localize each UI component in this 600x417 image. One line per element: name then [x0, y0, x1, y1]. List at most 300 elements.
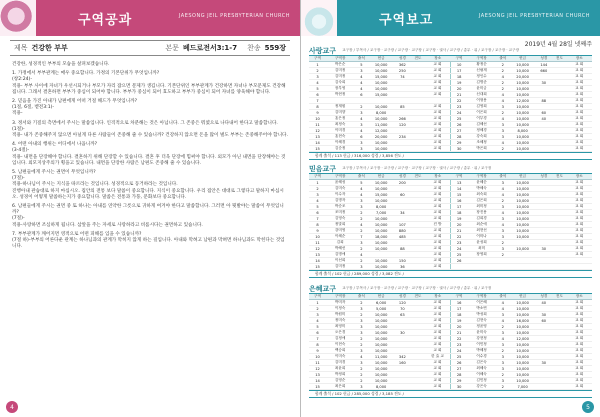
column-header: 전도: [411, 56, 425, 62]
column-header: 구역: [450, 294, 467, 300]
table-cell: [496, 264, 510, 270]
table-cell: 200: [394, 180, 411, 186]
table-cell: 2: [354, 228, 368, 234]
table-cell: 교 회: [425, 128, 450, 134]
table-cell: 40: [535, 116, 552, 122]
table-cell: 최미: [467, 246, 495, 252]
table-cell: 29: [450, 378, 467, 384]
table-cell: 14: [450, 186, 467, 192]
table-cell: 3: [354, 348, 368, 354]
column-header: 구역장: [467, 56, 495, 62]
table-cell: 250: [394, 68, 411, 74]
table-cell: 장부영: [326, 86, 354, 92]
lesson-paragraph: (1절)-: [12, 126, 25, 132]
column-header: 헌금: [510, 294, 535, 300]
table-cell: 교 회: [566, 116, 592, 122]
table-cell: 3: [354, 318, 368, 324]
table-cell: 7,000: [368, 210, 393, 216]
column-header: 헌금: [368, 174, 393, 180]
table-cell: 교 회: [425, 68, 450, 74]
column-header: 출석: [496, 294, 510, 300]
column-header: 구역장: [326, 56, 354, 62]
left-banner: [0, 0, 300, 36]
table-cell: 김은숙: [467, 360, 495, 366]
table-cell: 김순정: [326, 146, 354, 152]
lesson-text-label: 본문: [165, 44, 179, 52]
table-cell: 10,000: [510, 330, 535, 336]
table-cell: 김미경: [326, 360, 354, 366]
table-cell: 10,000: [510, 204, 535, 210]
table-cell: 60: [394, 192, 411, 198]
table-cell: 27: [450, 128, 467, 134]
table-cell: 24: [450, 110, 467, 116]
column-header: 장소: [425, 174, 450, 180]
table-cell: 윤미숙: [467, 330, 495, 336]
table-cell: 2: [354, 210, 368, 216]
table-cell: 4: [496, 140, 510, 146]
table-cell: 교 회: [425, 366, 450, 372]
table-cell: 교 회: [425, 110, 450, 116]
table-cell: 4: [496, 192, 510, 198]
table-cell: 10,000: [368, 186, 393, 192]
table-cell: 88: [394, 246, 411, 252]
table-cell: 3: [496, 228, 510, 234]
table-cell: 4: [496, 116, 510, 122]
table-cell: 2: [354, 216, 368, 222]
table-cell: 2: [496, 110, 510, 116]
table-cell: 10,000: [368, 378, 393, 384]
table-cell: 교 회: [566, 384, 592, 390]
table-cell: 13: [309, 252, 326, 258]
column-header: 출석: [496, 56, 510, 62]
table-cell: 10,000: [510, 324, 535, 330]
table-cell: 10,000: [510, 210, 535, 216]
table-cell: 교 회: [425, 306, 450, 312]
table-cell: 3: [496, 330, 510, 336]
table-cell: 3: [354, 146, 368, 152]
column-header: 성경: [535, 294, 552, 300]
table-cell: 김숙희: [326, 80, 354, 86]
table-cell: 강숙희: [467, 134, 495, 140]
table-cell: 교 회: [566, 222, 592, 228]
column-header: 헌금: [368, 56, 393, 62]
table-cell: 11: [309, 240, 326, 246]
table-cell: 23: [450, 104, 467, 110]
table-cell: 박순조: [326, 204, 354, 210]
table-cell: 윤미금: [467, 86, 495, 92]
table-cell: 5: [309, 324, 326, 330]
table-cell: 19: [450, 216, 467, 222]
table-cell: 30: [535, 80, 552, 86]
table-cell: 4: [496, 306, 510, 312]
column-header: 성경: [535, 56, 552, 62]
table-cell: 교 회: [566, 300, 592, 306]
table-cell: 신필재: [467, 68, 495, 74]
table-cell: 조혜정: [467, 140, 495, 146]
table-cell: 3: [496, 366, 510, 372]
table-cell: 26: [450, 258, 467, 264]
table-cell: 교 회: [425, 336, 450, 342]
table-cell: 8,000: [368, 204, 393, 210]
table-cell: 5,000: [368, 306, 393, 312]
column-header: 장소: [566, 174, 592, 180]
column-header: 장소: [425, 56, 450, 62]
table-cell: 10,000: [510, 86, 535, 92]
table-cell: 이수자: [326, 192, 354, 198]
table-cell: 19: [450, 318, 467, 324]
table-cell: 교 회: [425, 348, 450, 354]
table-cell: 3: [309, 192, 326, 198]
table-cell: 교 회: [566, 204, 592, 210]
table-cell: 15,000: [368, 192, 393, 198]
table-cell: 2: [496, 86, 510, 92]
table-cell: 오은경: [326, 330, 354, 336]
table-cell: 4: [496, 336, 510, 342]
table-cell: 12: [309, 246, 326, 252]
table-cell: 3: [496, 234, 510, 240]
column-header: 출석: [354, 174, 368, 180]
table-cell: 36: [394, 264, 411, 270]
table-cell: 2: [354, 366, 368, 372]
table-cell: 120: [394, 300, 411, 306]
lesson-paragraph: 2. 믿음을 가진 아내가 남편에게 어떠 거절 해드가 무엇입니까?: [12, 99, 138, 105]
table-cell: 4: [354, 116, 368, 122]
table-cell: 3: [496, 216, 510, 222]
table-cell: 10,000: [510, 216, 535, 222]
lesson-paragraph: 적용- 부부 사이에 자녀가 우선시되거나 부모가 자리 잡으면 문제가 생깁니다. 기본단위인 부부관계가 건강하면 자녀나 부모문제도 건강해집니다. 그래서 결혼하면 부부가 중심이 되어야 합니다. 부부가 중심이 되어 효도하고 부부가 중심이 되어 자녀를 양육해야 합니다.: [12, 83, 286, 95]
table-cell: 이은혜: [467, 300, 495, 306]
table-cell: 10,000: [368, 258, 393, 264]
table-cell: 3: [354, 204, 368, 210]
table-cell: 교 회: [425, 312, 450, 318]
table-cell: 10,000: [510, 360, 535, 366]
table-cell: 2: [354, 246, 368, 252]
table-cell: 김혜선: [467, 122, 495, 128]
table-cell: 28: [450, 134, 467, 140]
table-cell: 30: [394, 330, 411, 336]
table-cell: 교 회: [566, 122, 592, 128]
table-cell: 3: [496, 354, 510, 360]
table-cell: 10,000: [510, 104, 535, 110]
table-cell: 362: [394, 62, 411, 68]
table-cell: 13: [309, 372, 326, 378]
table-cell: 20: [450, 324, 467, 330]
table-cell: 10: [309, 234, 326, 240]
table-cell: 10,000: [510, 140, 535, 146]
table-cell: 234: [394, 134, 411, 140]
table-cell: 이미숙: [326, 354, 354, 360]
column-header: 출석: [354, 294, 368, 300]
table-cell: 백승희: [326, 348, 354, 354]
table-cell: [552, 264, 566, 270]
column-header: 구역: [450, 56, 467, 62]
lesson-paragraph: 적용- 내가 존중해주지 않으면 아닐게 다른 사람들이 존중해 줄 수 있습니까? 건강하지 않으면 돈을 많이 벌도 부부는 존중해주어야 합니다.: [12, 133, 288, 139]
table-cell: 30: [535, 360, 552, 366]
table-cell: 20: [450, 222, 467, 228]
table-cell: 10,000: [510, 180, 535, 186]
table-cell: 60: [535, 110, 552, 116]
table-cell: 15: [309, 146, 326, 152]
lesson-hymn-label: 찬송: [247, 44, 261, 52]
table-cell: 이수경: [467, 354, 495, 360]
table-cell: 김영순: [326, 378, 354, 384]
district-staff: 교구장 / 부목사 / 교구장 · 교구장 / 교구장 · 교구장 / 교구장 · 권사 / 교구장 / 총무 · 위 / 교구장: [342, 286, 492, 290]
lesson-infobar: [10, 40, 290, 56]
table-cell: 이현숙: [326, 342, 354, 348]
table-cell: 10,000: [368, 372, 393, 378]
table-cell: 25: [450, 354, 467, 360]
table-cell: 3: [354, 306, 368, 312]
table-cell: 김희: [326, 240, 354, 246]
table-cell: 3: [496, 360, 510, 366]
table-cell: 교 회: [566, 216, 592, 222]
table-cell: 7: [309, 98, 326, 104]
table-cell: 10,000: [368, 336, 393, 342]
table-cell: 정인수: [467, 74, 495, 80]
table-cell: 8: [309, 342, 326, 348]
table-cell: 14: [309, 378, 326, 384]
district-table: [309, 294, 592, 390]
table-cell: 10,000: [368, 264, 393, 270]
table-cell: [411, 384, 425, 390]
table-cell: 강은숙: [467, 384, 495, 390]
column-header: 구역: [450, 174, 467, 180]
table-cell: [394, 146, 411, 152]
table-cell: 21: [450, 228, 467, 234]
table-cell: 6: [309, 92, 326, 98]
column-header: 장소: [425, 294, 450, 300]
district-table: [309, 56, 592, 152]
table-cell: 15: [309, 384, 326, 390]
table-cell: 88: [535, 98, 552, 104]
table-cell: 10,000: [510, 234, 535, 240]
table-cell: 16: [450, 198, 467, 204]
table-cell: 교 회: [425, 318, 450, 324]
table-cell: 10,000: [368, 318, 393, 324]
table-cell: 22: [450, 234, 467, 240]
table-cell: 교 회: [425, 104, 450, 110]
table-cell: 3: [354, 384, 368, 390]
right-page: [300, 0, 600, 417]
table-cell: 18: [450, 74, 467, 80]
table-cell: 2: [354, 300, 368, 306]
table-cell: 12,000: [510, 336, 535, 342]
table-cell: 김영숙: [326, 216, 354, 222]
table-cell: 교 회: [566, 234, 592, 240]
table-cell: 150: [394, 258, 411, 264]
table-cell: 황정순: [467, 62, 495, 68]
left-banner-subtitle: JAESONG JEIL PRESBYTERIAN CHURCH: [178, 13, 290, 19]
table-cell: 교 회: [566, 80, 592, 86]
table-cell: 교 회: [425, 360, 450, 366]
table-cell: 3: [354, 122, 368, 128]
table-cell: 3: [496, 122, 510, 128]
table-cell: 7: [309, 216, 326, 222]
table-cell: 3: [496, 312, 510, 318]
column-header: 출석: [496, 174, 510, 180]
table-cell: 박정희: [326, 372, 354, 378]
table-cell: 교 회: [566, 198, 592, 204]
table-cell: 교 회: [566, 140, 592, 146]
table-cell: 60: [535, 318, 552, 324]
teacup-photo: [301, 0, 337, 36]
table-cell: 교 회: [425, 146, 450, 152]
table-cell: 3: [496, 378, 510, 384]
table-cell: 10,000: [510, 110, 535, 116]
table-cell: 28: [450, 372, 467, 378]
table-cell: 10,000: [368, 360, 393, 366]
table-cell: [535, 264, 552, 270]
table-cell: 10,000: [368, 180, 393, 186]
table-cell: 1: [309, 180, 326, 186]
table-cell: 10,000: [510, 354, 535, 360]
lesson-body: [12, 62, 288, 250]
table-cell: 3: [496, 204, 510, 210]
table-cell: 3: [496, 246, 510, 252]
table-cell: 교 회: [425, 140, 450, 146]
table-cell: 16: [450, 300, 467, 306]
table-cell: 교 회: [566, 240, 592, 246]
table-cell: 교 회: [425, 324, 450, 330]
table-cell: [467, 264, 495, 270]
column-header: 전도: [411, 174, 425, 180]
table-cell: 4: [354, 80, 368, 86]
table-cell: 6: [309, 330, 326, 336]
table-cell: 14: [309, 140, 326, 146]
table-cell: 교 회: [566, 330, 592, 336]
table-cell: 김영희: [467, 104, 495, 110]
table-cell: 2: [496, 348, 510, 354]
table-cell: 15,000: [368, 74, 393, 80]
table-cell: 교 회: [566, 192, 592, 198]
table-cell: 교 회: [566, 210, 592, 216]
table-cell: 4: [354, 354, 368, 360]
column-header: 구역장: [467, 174, 495, 180]
table-cell: 교 회: [566, 378, 592, 384]
table-cell: 30: [450, 146, 467, 152]
table-cell: 16,000: [510, 318, 535, 324]
table-cell: 교 회: [566, 306, 592, 312]
table-cell: 6,000: [368, 300, 393, 306]
table-cell: 3: [309, 74, 326, 80]
table-cell: 3: [496, 104, 510, 110]
table-cell: 34: [394, 210, 411, 216]
lesson-paragraph: (3-4절)-: [12, 148, 30, 154]
table-cell: 2: [354, 104, 368, 110]
table-cell: 이형용: [467, 98, 495, 104]
table-cell: 10,000: [368, 80, 393, 86]
lesson-paragraph: 적용-사랑하면 조심하게 됩니다. 삼앞을 주는 자세로 사랑하라고 비롭시다는 권면하고 있습니다.: [12, 222, 203, 228]
table-cell: 485: [394, 234, 411, 240]
table-cell: 14: [309, 258, 326, 264]
table-cell: 이부경: [467, 116, 495, 122]
table-cell: 장영희: [467, 252, 495, 258]
table-cell: 10,000: [510, 146, 535, 152]
table-cell: 정미숙: [326, 318, 354, 324]
table-cell: 3: [354, 68, 368, 74]
column-header: 헌금: [510, 174, 535, 180]
table-cell: 19: [450, 80, 467, 86]
lesson-paragraph: 4. 어떤 아내의 행위는 어디에서 나옵니까?: [12, 142, 98, 148]
table-cell: 25: [450, 116, 467, 122]
table-cell: 4: [354, 222, 368, 228]
lesson-paragraph: (7절)-: [12, 216, 25, 222]
table-cell: 10,000: [368, 228, 393, 234]
table-cell: 3: [496, 342, 510, 348]
table-cell: 박혜선: [326, 246, 354, 252]
table-cell: 9: [309, 110, 326, 116]
table-cell: 17: [450, 204, 467, 210]
table-cell: 교 회: [425, 246, 450, 252]
table-cell: 정혜경: [467, 128, 495, 134]
table-cell: 2: [496, 80, 510, 86]
district-report: [309, 46, 592, 160]
column-header: 헌금: [368, 294, 393, 300]
column-header: 성경: [394, 294, 411, 300]
table-cell: 교 회: [566, 372, 592, 378]
table-cell: 10,000: [510, 68, 535, 74]
column-header: 전도: [411, 294, 425, 300]
district-name: 믿음교구: [309, 164, 337, 173]
table-cell: 최윤희: [326, 366, 354, 372]
lesson-paragraph: 3. 정서와 기질의 측면에서 주시는 말씀입니다. 인격적으로 차분해는 것은 아닙니다. 그 존중은 뭐였으로 나다내어 한다고 말씀합니다.: [12, 120, 278, 126]
table-cell: 6: [354, 134, 368, 140]
table-cell: 교 회: [425, 258, 450, 264]
table-cell: 교 회: [566, 146, 592, 152]
table-cell: 144: [535, 62, 552, 68]
table-cell: 10,000: [510, 348, 535, 354]
table-cell: 김명애: [326, 252, 354, 258]
table-cell: 박미자: [326, 300, 354, 306]
table-cell: 윤성희: [467, 240, 495, 246]
table-cell: 2: [309, 186, 326, 192]
table-cell: 10,000: [368, 198, 393, 204]
column-header: 구역: [309, 294, 326, 300]
table-cell: 2: [496, 198, 510, 204]
district-name: 사랑교구: [309, 46, 337, 55]
table-cell: 3: [354, 198, 368, 204]
table-cell: 3: [309, 312, 326, 318]
table-cell: 8: [309, 104, 326, 110]
table-cell: 1: [309, 62, 326, 68]
lesson-paragraph: 6. 남편들에게 주시는 권면 중 또 하나는 아내를 연약한 그릇으로 귀하게 여겨야 한다고 말씀합니다. 그러면 아 뭣발야는 말씀이 무엇입니까?: [12, 204, 284, 216]
table-cell: 2: [496, 324, 510, 330]
table-cell: 이민정: [467, 342, 495, 348]
table-cell: 12,000: [510, 98, 535, 104]
table-cell: 10,000: [368, 68, 393, 74]
lesson-text: 베드로전서3:1-7: [182, 44, 238, 52]
table-cell: 교 회: [566, 186, 592, 192]
lesson-paragraph: 7. 부부관계가 깨어지면 영적으로 어떤 피해를 입을 수 있습니까?: [12, 231, 142, 237]
table-cell: 박원미: [326, 312, 354, 318]
district-header: [309, 46, 592, 56]
flower-photo: [0, 0, 36, 36]
table-cell: 4: [496, 222, 510, 228]
column-header: 성경: [535, 174, 552, 180]
table-row: [309, 384, 592, 390]
table-cell: 12: [309, 366, 326, 372]
table-cell: 교 회: [566, 68, 592, 74]
table-cell: 교 회: [425, 134, 450, 140]
table-cell: 3: [354, 140, 368, 146]
table-cell: 3: [496, 128, 510, 134]
table-cell: 2: [354, 378, 368, 384]
table-cell: 10,000: [368, 312, 393, 318]
table-cell: 1: [309, 300, 326, 306]
table-cell: 74: [394, 74, 411, 80]
table-cell: 교 회: [425, 180, 450, 186]
table-cell: 교 회: [566, 366, 592, 372]
